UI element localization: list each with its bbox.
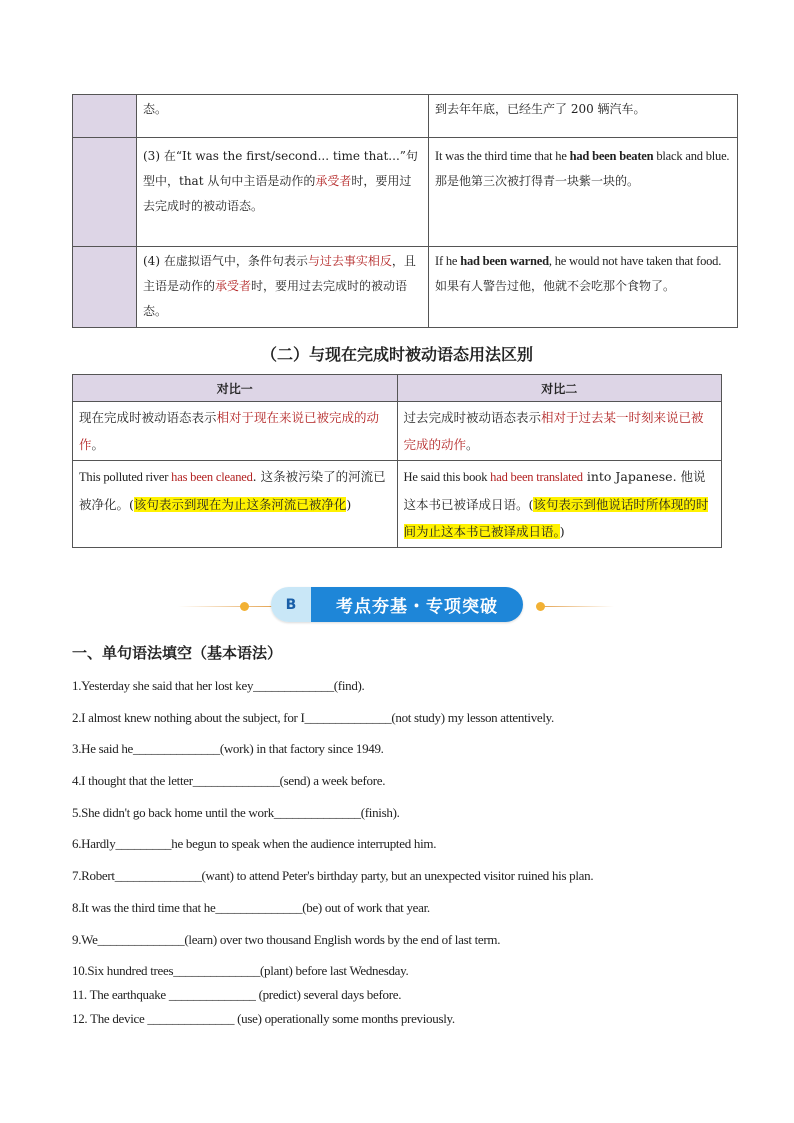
side-cell bbox=[73, 95, 137, 138]
example-text: black and blue. bbox=[653, 149, 730, 163]
banner-dot-icon bbox=[240, 602, 249, 611]
banner-decor-line bbox=[178, 606, 278, 607]
banner-dot-icon bbox=[536, 602, 545, 611]
cell-text: 。 bbox=[91, 437, 105, 452]
exercise-item: 10.Six hundred trees______________(plant) before last Wednesday. bbox=[72, 963, 409, 978]
example-text: If he bbox=[435, 254, 461, 268]
banner-decor-line bbox=[538, 606, 614, 607]
table-row bbox=[73, 247, 738, 328]
exercise-heading: 一、单句语法填空（基本语法） bbox=[72, 644, 283, 662]
banner-title: 考点夯基・专项突破 bbox=[311, 587, 523, 622]
usage-text: (4) 在虚拟语气中，条件句表示 bbox=[143, 254, 308, 268]
section-title: （二）与现在完成时被动语态用法区别 bbox=[260, 345, 533, 364]
example-text: It was the third time that he bbox=[435, 149, 570, 163]
comparison-table bbox=[72, 374, 722, 548]
usage-highlight: 承受者 bbox=[315, 174, 352, 188]
usage-text: 时，要用过去完成时的被动语态。 bbox=[143, 174, 412, 213]
usage-text: ，且主语是动作的 bbox=[143, 254, 416, 293]
cell-highlight: 相对于过去某一时刻来说已被完成的动作 bbox=[403, 410, 704, 452]
compare-cell bbox=[73, 402, 398, 461]
example-cell: 到去年年底，已经生产了 200 辆汽车。 bbox=[429, 95, 738, 138]
exercise-item: 12. The device ______________ (use) operationally some months previously. bbox=[72, 1011, 455, 1026]
cell-text: . 这条被污染了的河流已被净化。( bbox=[79, 469, 386, 512]
example-cell bbox=[429, 138, 738, 247]
table-header-row bbox=[73, 375, 722, 402]
cell-text: 现在完成时被动语态表示 bbox=[79, 410, 217, 425]
example-text: , he would not have taken that food. bbox=[548, 254, 722, 268]
table-row bbox=[73, 461, 722, 548]
cell-text: He said this book bbox=[403, 470, 491, 484]
side-cell bbox=[73, 247, 137, 328]
exercise-item: 1.Yesterday she said that her lost key_____________(find). bbox=[72, 678, 365, 693]
cell-text: This polluted river bbox=[79, 470, 172, 484]
example-cell bbox=[429, 247, 738, 328]
cell-highlight: had been translated bbox=[490, 470, 583, 484]
usage-text: (3) 在“It was the first/second... time that...”句型中，that 从句中主语是动作的 bbox=[143, 149, 418, 188]
cell-text: 过去完成时被动语态表示 bbox=[403, 410, 542, 425]
exercise-item: 3.He said he______________(work) in that factory since 1949. bbox=[72, 741, 384, 756]
column-header: 对比一 bbox=[73, 375, 398, 402]
usage-cell: 态。 bbox=[137, 95, 429, 138]
exercise-item: 7.Robert______________(want) to attend Peter's birthday party, but an unexpected visitor ruined his plan. bbox=[72, 868, 594, 883]
example-translation: 如果有人警告过他，他就不会吃那个食物了。 bbox=[435, 279, 676, 293]
compare-cell bbox=[397, 461, 722, 548]
cell-text: into Japanese. 他说这本书已被译成日语。( bbox=[403, 469, 706, 512]
cell-text: 。 bbox=[466, 437, 479, 452]
exercise-item: 5.She didn't go back home until the work______________(finish). bbox=[72, 805, 400, 820]
exercise-item: 11. The earthquake ______________ (predict) several days before. bbox=[72, 987, 402, 1002]
table-row bbox=[73, 402, 722, 461]
usage-highlight: 承受者 bbox=[215, 279, 252, 293]
section-banner bbox=[271, 587, 523, 622]
table-row bbox=[73, 95, 738, 138]
usage-cell bbox=[137, 138, 429, 247]
cell-yellow-highlight: 该句表示到他说话时所体现的时间为止这本书已被译成日语。 bbox=[403, 497, 709, 539]
exercise-item: 6.Hardly_________he begun to speak when the audience interrupted him. bbox=[72, 836, 437, 851]
cell-highlight: 相对于现在来说已被完成的动作 bbox=[79, 410, 380, 452]
example-bold: had been beaten bbox=[569, 149, 654, 163]
usage-highlight: 与过去事实相反 bbox=[307, 254, 392, 268]
table-row bbox=[73, 138, 738, 247]
exercise-item: 9.We______________(learn) over two thousand English words by the end of last term. bbox=[72, 932, 501, 947]
cell-text: ) bbox=[559, 524, 565, 539]
side-cell bbox=[73, 138, 137, 247]
exercise-item: 4.I thought that the letter______________(send) a week before. bbox=[72, 773, 386, 788]
exercise-item: 8.It was the third time that he______________(be) out of work that year. bbox=[72, 900, 430, 915]
cell-text: ) bbox=[346, 497, 352, 512]
grammar-usage-table bbox=[72, 94, 738, 328]
usage-text: 时，要用过去完成时的被动语态。 bbox=[143, 279, 408, 318]
example-translation: 那是他第三次被打得青一块紫一块的。 bbox=[435, 174, 640, 188]
cell-highlight: has been cleaned bbox=[171, 470, 253, 484]
example-bold: had been warned bbox=[460, 254, 549, 268]
banner-letter: B bbox=[271, 587, 311, 622]
usage-cell bbox=[137, 247, 429, 328]
compare-cell bbox=[397, 402, 722, 461]
exercise-item: 2.I almost knew nothing about the subject, for I______________(not study) my lesson attentively. bbox=[72, 710, 554, 725]
compare-cell bbox=[73, 461, 398, 548]
column-header: 对比二 bbox=[397, 375, 722, 402]
cell-yellow-highlight: 该句表示到现在为止这条河流已被净化 bbox=[133, 497, 347, 512]
